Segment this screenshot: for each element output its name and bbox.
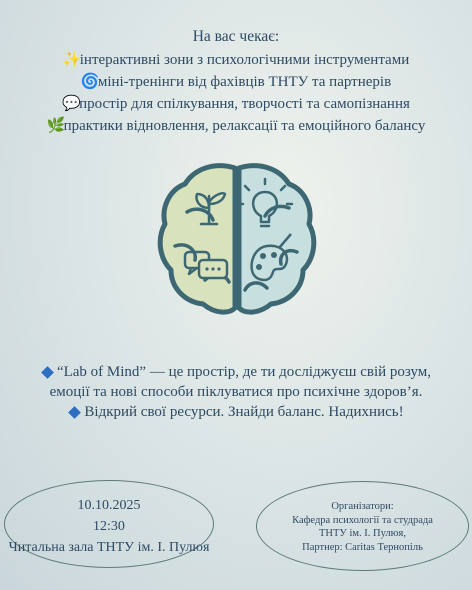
tagline-line xyxy=(0,362,472,382)
feature-list xyxy=(0,49,472,137)
feature-item xyxy=(0,115,472,137)
tagline-line xyxy=(0,402,472,422)
event-details xyxy=(4,480,214,568)
event-date: 10.10.2025 xyxy=(77,498,141,513)
organizers-info xyxy=(256,481,469,571)
tagline-text: “Lab of Mind” — це простір, де ти досліджуєш свій розум, xyxy=(56,364,432,380)
organizers-line: Кафедра психології та студрада xyxy=(292,514,433,526)
feature-item xyxy=(0,49,472,71)
feature-text: міні-тренінги від фахівців ТНТУ та партнерів xyxy=(97,74,392,90)
tagline-text: Відкрий свої ресурси. Знайди баланс. Надихнись! xyxy=(84,404,404,420)
speech-bubble-icon: 💬 xyxy=(62,96,81,112)
tagline-block xyxy=(0,362,472,422)
spiral-icon: 🌀 xyxy=(80,74,100,90)
brain-illustration xyxy=(157,160,317,316)
event-time: 12:30 xyxy=(93,519,125,534)
feature-text: простір для спілкування, творчості та самопізнання xyxy=(79,96,410,112)
intro-title: На вас чекає: xyxy=(192,28,280,45)
feature-item xyxy=(0,71,472,93)
leaf-icon: 🌿 xyxy=(46,118,66,134)
feature-item xyxy=(0,93,472,115)
brain-left-hemisphere xyxy=(160,166,235,312)
organizers-partner: Партнер: Caritas Тернопіль xyxy=(302,541,423,553)
feature-text: інтерактивні зони з психологічними інструментами xyxy=(79,52,410,68)
sparkles-icon: ✨ xyxy=(62,52,82,68)
tagline-line: емоції та нові способи піклуватися про психічне здоров’я. xyxy=(49,384,423,400)
brain-right-hemisphere xyxy=(239,166,314,312)
blue-diamond-icon xyxy=(69,406,82,419)
intro-block xyxy=(0,27,472,137)
feature-text: практики відновлення, релаксації та емоційного балансу xyxy=(63,118,426,134)
blue-diamond-icon xyxy=(41,366,54,379)
organizers-line: ТНТУ ім. І. Пулюя, xyxy=(319,528,406,539)
organizers-title: Організатори: xyxy=(331,501,394,512)
event-venue: Читальна зала ТНТУ ім. І. Пулюя xyxy=(8,540,210,555)
